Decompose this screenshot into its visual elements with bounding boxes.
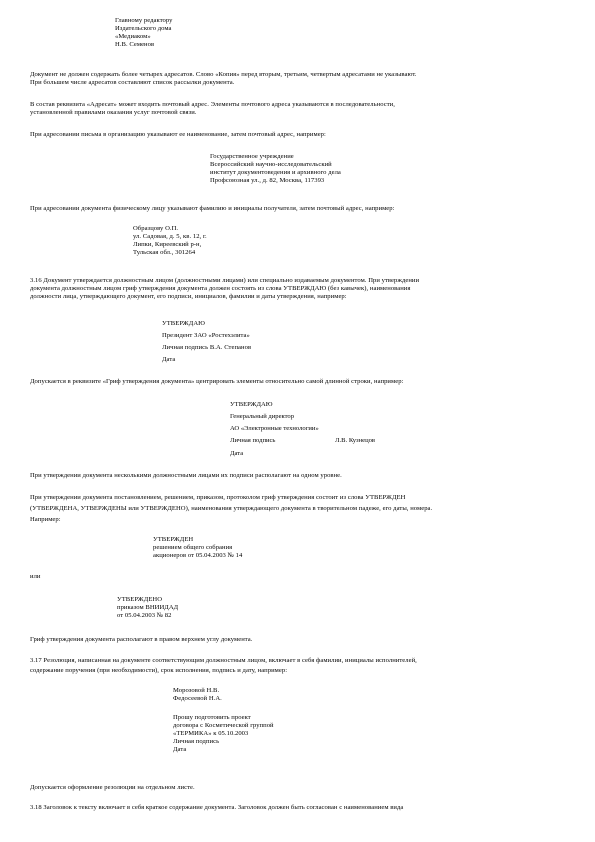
example-person-address xyxy=(133,225,207,257)
stamp-line: акционеров от 05.04.2003 № 14 xyxy=(153,552,243,559)
paragraph-postal-address xyxy=(30,101,395,117)
paragraph-section-3-17 xyxy=(30,656,417,676)
text-line: должности лица, утверждающего документ, его подписи, инициалов, фамилии и даты утверждения, например: xyxy=(30,293,347,300)
resolution-line: «ТЕРМИКА» к 05.10.2003 xyxy=(173,730,249,737)
text-line: Например: xyxy=(30,516,61,523)
text-line: или xyxy=(30,573,41,580)
text-line: Допускается в реквизите «Гриф утверждения документа» центрировать элементы относительно самой длинной строки, например: xyxy=(30,378,404,385)
paragraph-multiple-signers xyxy=(30,472,342,480)
example-line: ул. Садовая, д. 5, кв. 12, г. xyxy=(133,233,207,240)
stamp-signer-name: Л.В. Кузнецов xyxy=(335,437,376,444)
text-line: При адресовании письма в организацию указывают ее наименование, затем почтовый адрес, например: xyxy=(30,131,326,138)
approval-stamp-example-3 xyxy=(153,536,242,560)
resolution-line: Дата xyxy=(173,746,187,753)
example-line: Государственное учреждение xyxy=(210,153,294,160)
resolution-line: договора с Косметической группой xyxy=(173,722,274,729)
text-line: документа должностным лицом гриф утверждения документа должен состоять из слова УТВЕРЖДАЮ (без кавычек), наименования xyxy=(30,285,411,292)
resolution-line: Личная подпись xyxy=(173,738,220,745)
stamp-line: Личная подпись В.А. Степанов xyxy=(162,344,252,351)
stamp-signature: Личная подпись xyxy=(230,437,276,444)
stamp-heading: УТВЕРЖДАЮ xyxy=(230,401,273,408)
text-line: установленной правилами оказания услуг почтовой связи. xyxy=(30,109,197,116)
paragraph-org-addressing xyxy=(30,131,326,139)
text-line: (УТВЕРЖДЕНА, УТВЕРЖДЕНЫ или УТВЕРЖДЕНО), наименования утверждающего документа в творительном падеже, его даты, номера. xyxy=(30,505,433,512)
example-line: Профсоюзная ул., д. 82, Москва, 117393 xyxy=(210,177,325,184)
example-line: институт документоведения и архивного дела xyxy=(210,169,341,176)
text-line: содержание поручения (при необходимости), срок исполнения, подпись и дату, например: xyxy=(30,667,288,674)
approval-stamp-example-4 xyxy=(117,596,178,620)
text-line: Допускается оформление резолюции на отдельном листе. xyxy=(30,784,195,791)
approval-stamp-example-1 xyxy=(162,318,251,366)
text-line: Документ не должен содержать более четырех адресатов. Слово «Копия» перед вторым, третьим, четвертым адресатами не указывают. xyxy=(30,71,417,78)
example-line: Липки, Киреевский р-н, xyxy=(133,241,202,248)
text-line: При адресовании документа физическому лицу указывают фамилию и инициалы получателя, затем почтовый адрес, например: xyxy=(30,205,395,212)
stamp-line: УТВЕРЖДЕН xyxy=(153,536,194,543)
text-line: При большем числе адресатов составляют список рассылки документа. xyxy=(30,79,235,86)
addressee-line: «Медиаком» xyxy=(115,33,151,40)
paragraph-approval-by-order xyxy=(30,492,432,525)
paragraph-section-3-16 xyxy=(30,277,419,301)
addressee-block xyxy=(115,17,173,49)
addressee-line: Главному редактору xyxy=(115,17,173,24)
stamp-line: УТВЕРЖДАЮ xyxy=(162,320,205,327)
stamp-line: Дата xyxy=(162,356,176,363)
stamp-line: решением общего собрания xyxy=(153,544,233,551)
resolution-line: Прошу подготовить проект xyxy=(173,714,251,721)
text-line: 3.18 Заголовок к тексту включает в себя краткое содержание документа. Заголовок должен быть согласован с наименованием вида xyxy=(30,804,404,811)
text-line: При утверждении документа несколькими должностными лицами их подписи располагают на одном уровне. xyxy=(30,472,342,479)
resolution-example-addressees xyxy=(173,687,222,703)
paragraph-section-3-18 xyxy=(30,804,403,812)
text-line: При утверждении документа постановлением, решением, приказом, протоколом гриф утверждения состоит из слова УТВЕРЖДЕН xyxy=(30,494,406,501)
paragraph-separate-sheet xyxy=(30,784,195,792)
example-line: Тульская обл., 301264 xyxy=(133,249,196,256)
stamp-line: приказом ВНИИДАД xyxy=(117,604,179,611)
paragraph-or xyxy=(30,573,41,581)
resolution-example-body xyxy=(173,714,274,754)
paragraph-addressee-limit xyxy=(30,71,416,87)
text-line: В состав реквизита «Адресат» может входить почтовый адрес. Элементы почтового адреса указываются в последовательности, xyxy=(30,101,395,108)
stamp-org: АО «Электронные технологии» xyxy=(230,425,319,432)
stamp-date: Дата xyxy=(230,450,244,457)
stamp-position: Генеральный директор xyxy=(230,413,295,420)
paragraph-person-addressing xyxy=(30,205,395,213)
text-line: Гриф утверждения документа располагают в правом верхнем углу документа. xyxy=(30,636,253,643)
stamp-line: Президент ЗАО «Ростехэлита» xyxy=(162,332,250,339)
addressee-line: Н.В. Семенов xyxy=(115,41,155,48)
text-line: 3.17 Резолюция, написанная на документе соответствующим должностным лицом, включает в себя фамилии, инициалы исполнителей, xyxy=(30,657,417,664)
addressee-line: Издательского дома xyxy=(115,25,172,32)
paragraph-stamp-placement xyxy=(30,636,252,644)
example-line: Всероссийский научно-исследовательский xyxy=(210,161,332,168)
stamp-line: от 05.04.2003 № 82 xyxy=(117,612,172,619)
stamp-line: УТВЕРЖДЕНО xyxy=(117,596,163,603)
example-line: Образцову О.П. xyxy=(133,225,179,232)
example-org-address xyxy=(210,153,341,185)
paragraph-center-stamp xyxy=(30,378,403,386)
resolution-line: Морозовой Н.В. xyxy=(173,687,220,694)
resolution-line: Федосеевой Н.А. xyxy=(173,695,222,702)
text-line: 3.16 Документ утверждается должностным лицом (должностными лицами) или специально издаваемым документом. При утверждении xyxy=(30,277,420,284)
